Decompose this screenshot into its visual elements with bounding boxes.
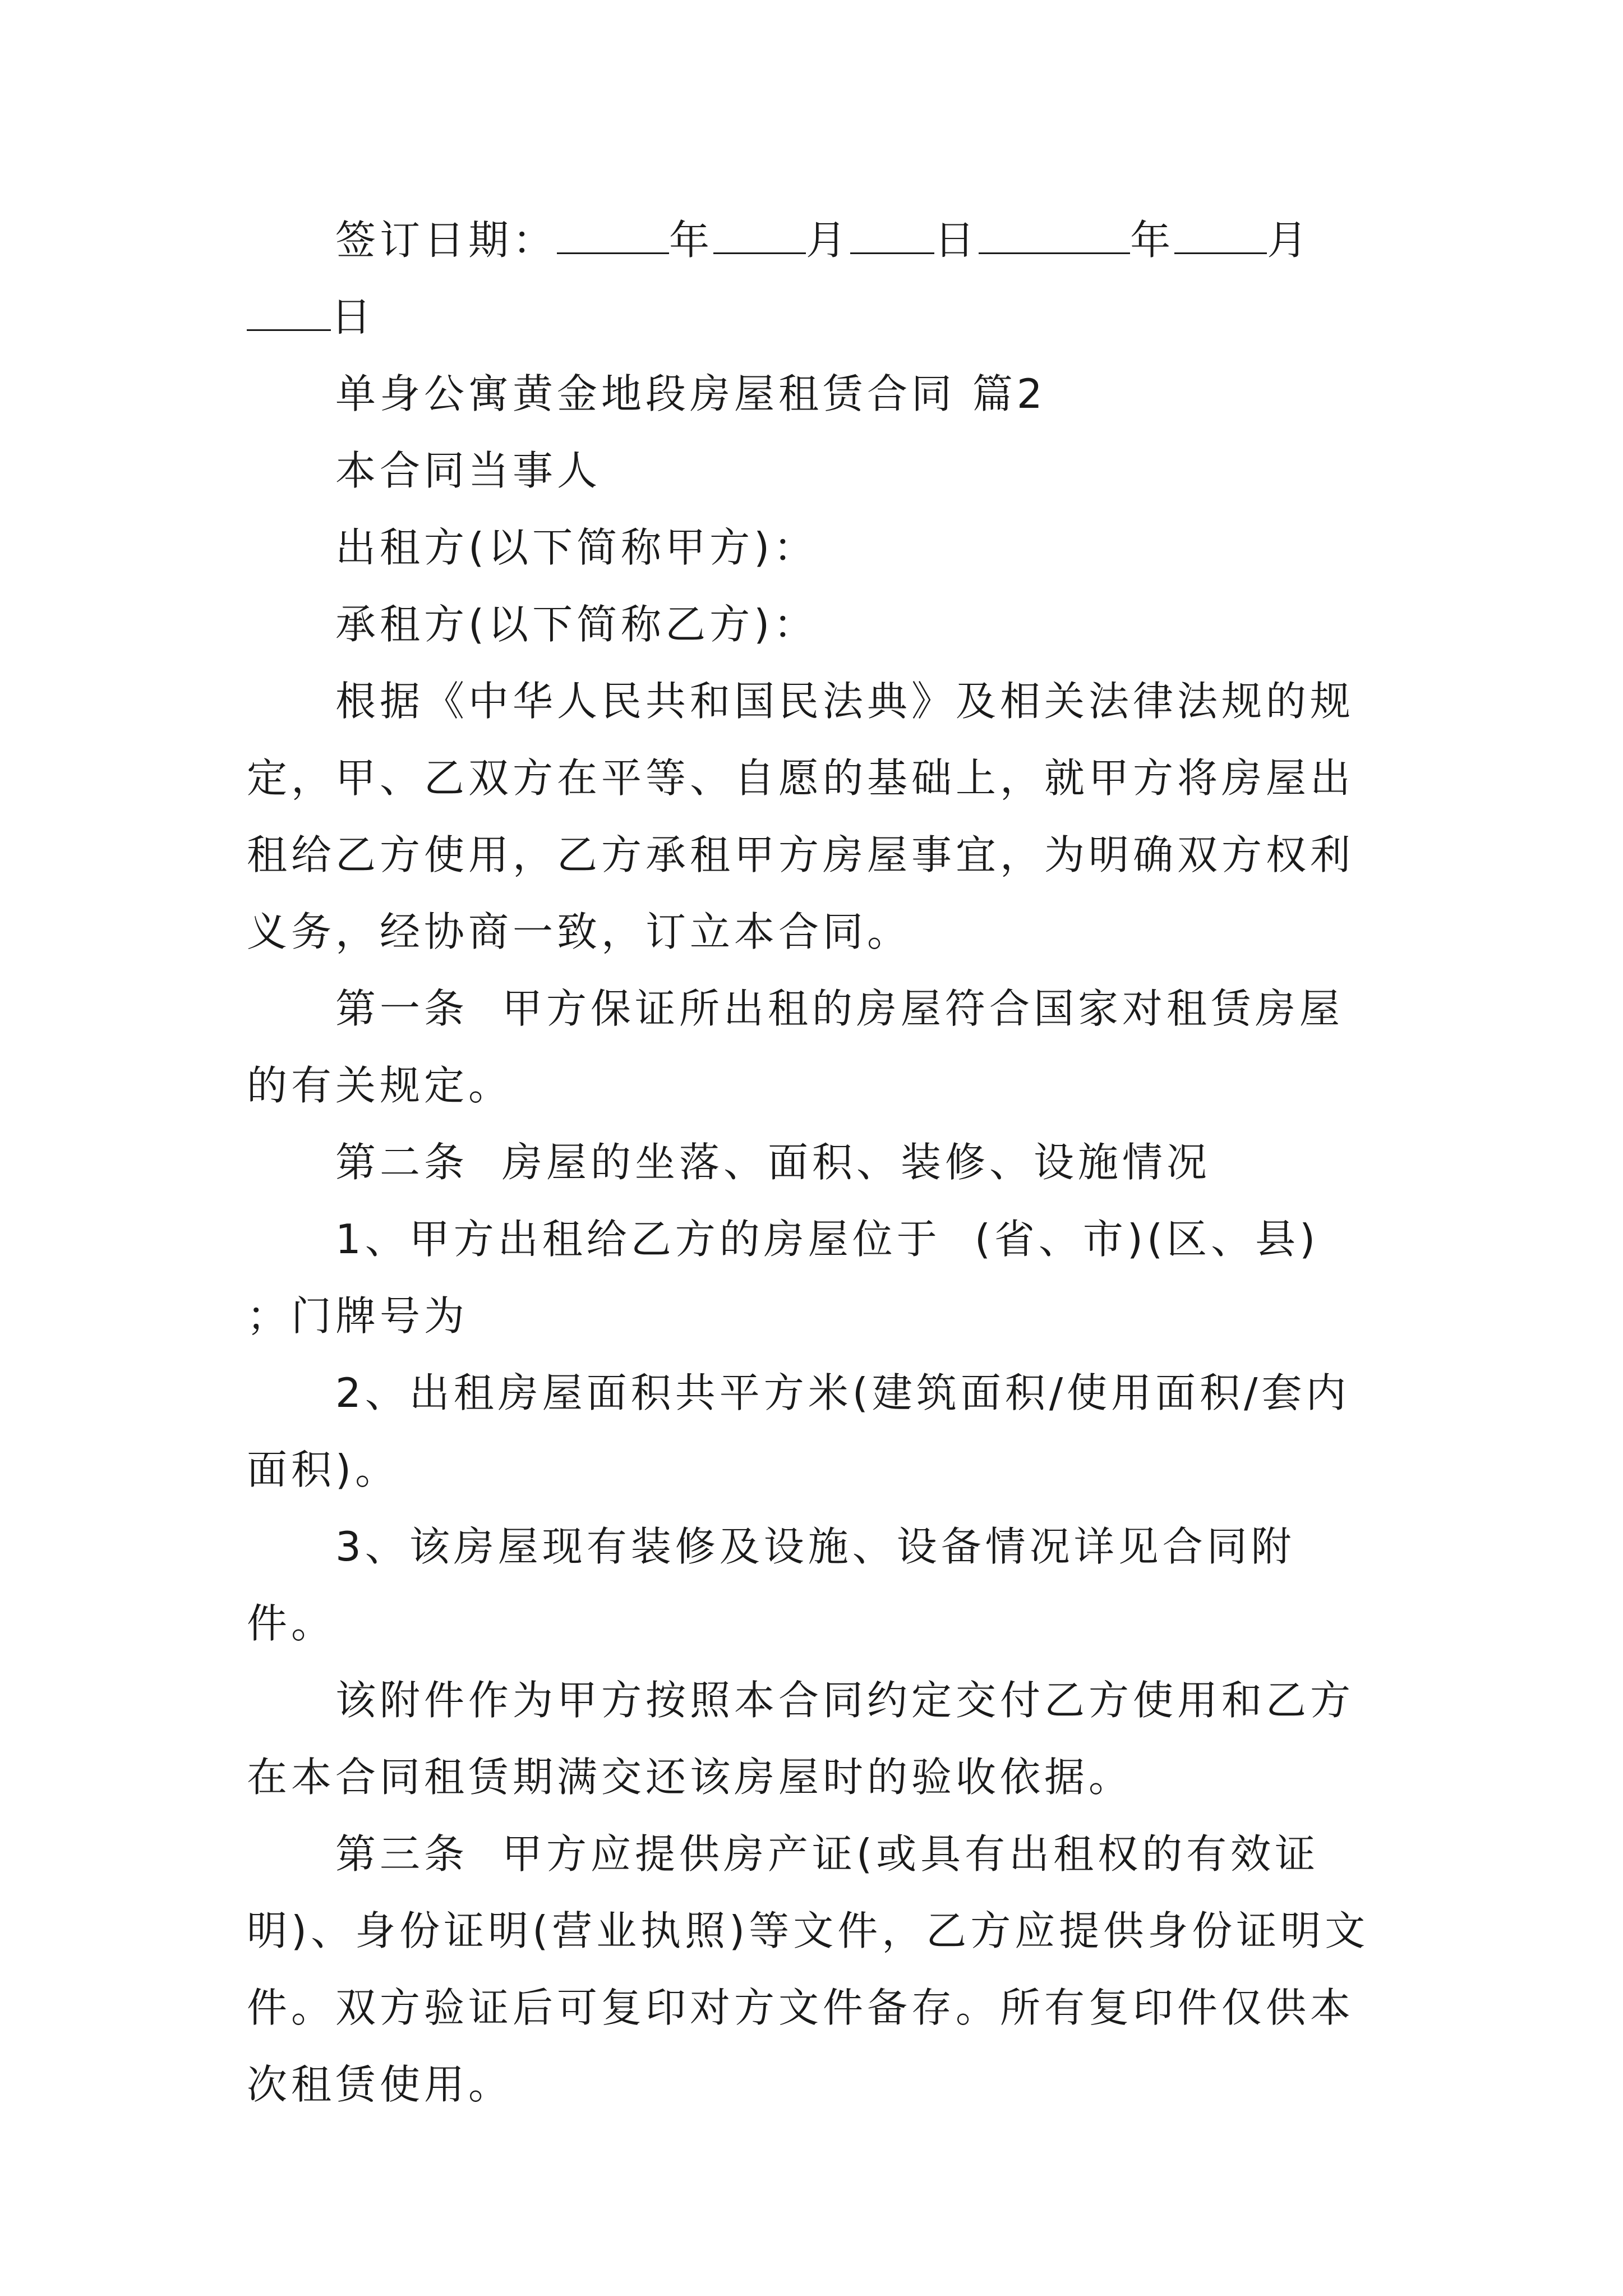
article-2 <box>247 1124 1380 1201</box>
month-blank-1 <box>713 212 806 254</box>
item-1-door-number: ；门牌号为 <box>247 1292 469 1340</box>
article-1-text: 甲方保证所出租的房屋符合国家对租赁房屋的有关规定。 <box>247 985 1344 1109</box>
article-2-text: 房屋的坐落、面积、装修、设施情况 <box>502 1139 1211 1186</box>
section-title: 单身公寓黄金地段房屋租赁合同 篇2 <box>335 370 1046 417</box>
parties-heading: 本合同当事人 <box>335 447 602 494</box>
document-body <box>247 202 1380 2123</box>
day-label-2: 日 <box>331 293 376 341</box>
article-2-label: 第二条 <box>335 1139 469 1186</box>
preamble-paragraph: 根据《中华人民共和国民法典》及相关法律法规的规定，甲、乙双方在平等、自愿的基础上，就甲方将房屋出租给乙方使用，乙方承租甲方房屋事宜，为明确双方权利义务，经协商一致，订立本合同。 <box>247 678 1355 955</box>
item-1-region: (省、市)(区、县) <box>974 1216 1320 1263</box>
month-blank-2 <box>1174 212 1267 254</box>
article-1-label: 第一条 <box>335 985 469 1032</box>
day-blank-1 <box>850 212 934 254</box>
day-blank-2 <box>247 289 331 331</box>
month-label-1: 月 <box>806 217 851 264</box>
year-blank-2 <box>979 212 1130 254</box>
article-3 <box>247 1816 1380 2123</box>
day-label-1: 日 <box>934 217 979 264</box>
lessee-line: 承租方(以下简称乙方)： <box>335 601 818 648</box>
article-3-label: 第三条 <box>335 1830 469 1878</box>
signing-date-line <box>247 202 1380 356</box>
year-blank-1 <box>557 212 669 254</box>
item-3: 3、该房屋现有装修及设施、设备情况详见合同附件。 <box>247 1523 1295 1647</box>
attachment-note: 该附件作为甲方按照本合同约定交付乙方使用和乙方在本合同租赁期满交还该房屋时的验收依据。 <box>247 1677 1355 1801</box>
year-label-1: 年 <box>669 217 714 264</box>
item-2: 2、出租房屋面积共平方米(建筑面积/使用面积/套内面积)。 <box>247 1369 1350 1493</box>
year-label-2: 年 <box>1130 217 1175 264</box>
lessor-line: 出租方(以下简称甲方)： <box>335 524 818 571</box>
item-1 <box>247 1201 1380 1355</box>
article-1 <box>247 970 1380 1124</box>
item-1-location: 1、甲方出租给乙方的房屋位于 <box>335 1216 941 1263</box>
month-label-2: 月 <box>1267 217 1312 264</box>
signing-date-label: 签订日期： <box>335 217 557 264</box>
article-3-text: 甲方应提供房产证(或具有出租权的有效证明)、身份证明(营业执照)等文件，乙方应提供身份证明文件。双方验证后可复印对方文件备存。所有复印件仅供本次租赁使用。 <box>247 1830 1370 2108</box>
